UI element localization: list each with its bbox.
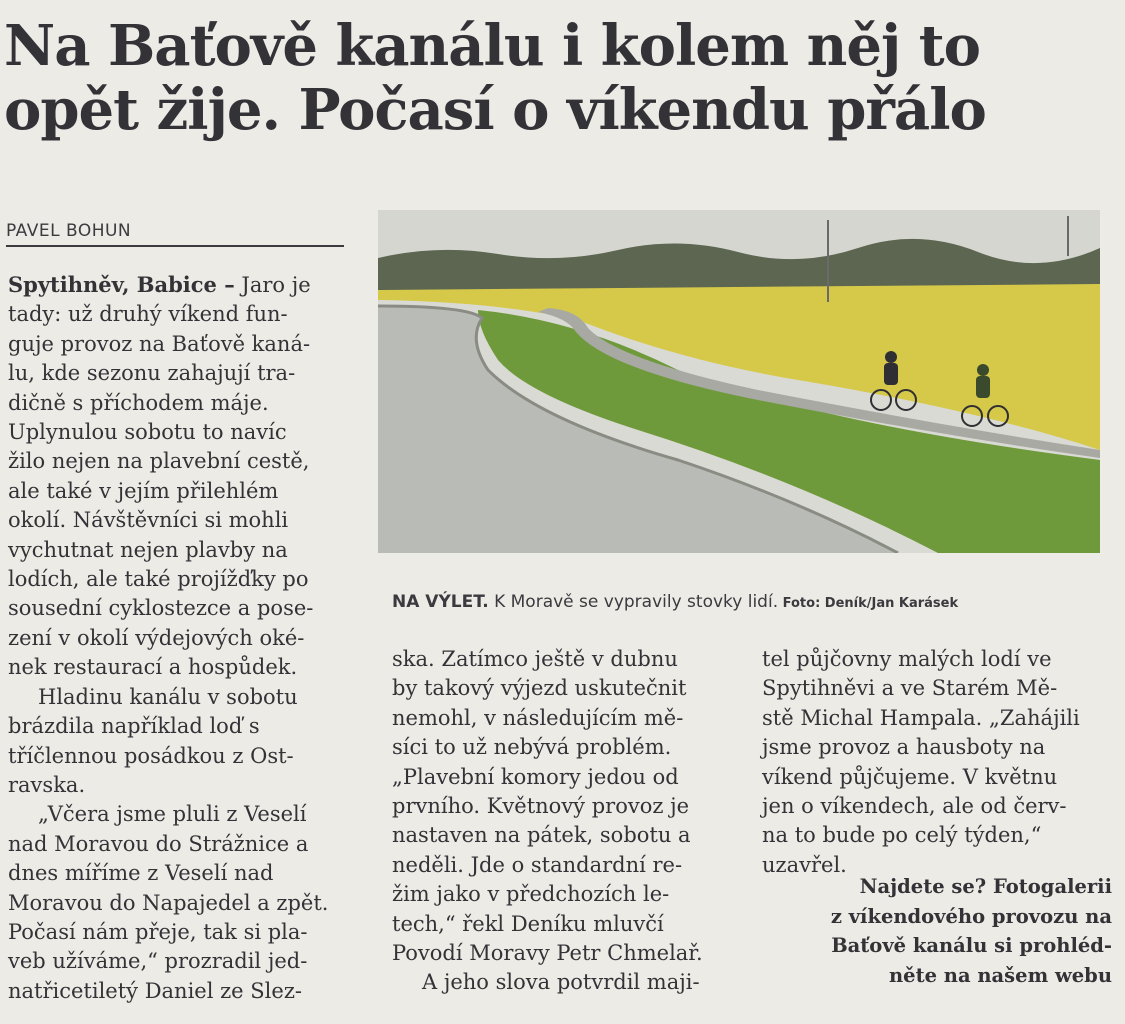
text-line: Hladinu kanálu v sobotu bbox=[38, 684, 298, 709]
text-line: „Plavební komory jedou od bbox=[392, 764, 679, 789]
article-column-3 bbox=[762, 645, 1120, 880]
text-line: něte na našem webu bbox=[888, 963, 1112, 987]
paragraph-2 bbox=[8, 683, 358, 801]
text-line: ska. Zatímco ještě v dubnu bbox=[392, 647, 678, 671]
text-line: natřicetiletý Daniel ze Slez- bbox=[8, 978, 302, 1003]
text-line: žim jako v předchozích le- bbox=[392, 882, 670, 907]
text-line: lodích, ale také projížďky po bbox=[8, 567, 309, 592]
text-line: lu, kde sezonu zahajují tra- bbox=[8, 361, 296, 386]
text-line: dičně s příchodem máje. bbox=[8, 390, 269, 415]
text-line: tech,“ řekl Deníku mluvčí bbox=[392, 911, 664, 936]
text-line: jen o víkendech, ale od červ- bbox=[762, 794, 1067, 819]
text-line: uzavřel. bbox=[762, 852, 847, 877]
author-byline: PAVEL BOHUN bbox=[6, 221, 344, 247]
article-photo bbox=[378, 210, 1100, 553]
text-line: ravska. bbox=[8, 772, 86, 797]
text-line: A jeho slova potvrdil maji- bbox=[422, 970, 700, 995]
canal-photo-illustration bbox=[378, 210, 1100, 553]
text-line: Najdete se? Fotogalerii bbox=[859, 875, 1112, 898]
text-line: nastaven na pátek, sobotu a bbox=[392, 823, 691, 848]
text-line: zení v okolí výdejových oké- bbox=[8, 625, 305, 650]
headline bbox=[4, 14, 1114, 142]
gallery-promo bbox=[760, 872, 1112, 990]
text-line: víkend půjčujeme. V květnu bbox=[762, 764, 1058, 789]
text-line: stě Michal Hampala. „Zahájili bbox=[762, 705, 1080, 730]
text-line: prvního. Květnový provoz je bbox=[392, 794, 690, 819]
text-line: ale také v jejím přilehlém bbox=[8, 478, 279, 503]
text-line: Baťově kanálu si prohléd- bbox=[831, 934, 1112, 957]
text-line: neděli. Jde o standardní re- bbox=[392, 852, 683, 877]
text-line: nad Moravou do Strážnice a bbox=[8, 831, 309, 856]
photo-caption bbox=[392, 592, 1122, 612]
text-line: okolí. Návštěvníci si mohli bbox=[8, 508, 289, 533]
caption-text: K Moravě se vypravily stovky lidí. bbox=[488, 592, 779, 612]
paragraph-1 bbox=[8, 270, 358, 683]
text-line: sousední cyklostezce a pose- bbox=[8, 596, 314, 621]
headline-line-1: Na Baťově kanálu i kolem něj to bbox=[4, 13, 980, 79]
text-line: na to bude po celý týden,“ bbox=[762, 823, 1042, 848]
text-line: jsme provoz a hausboty na bbox=[762, 735, 1046, 760]
text-line: nek restaurací a hospůdek. bbox=[8, 655, 298, 680]
text-line: Moravou do Napajedel a zpět. bbox=[8, 890, 329, 915]
text-line: guje provoz na Baťově kaná- bbox=[8, 331, 311, 356]
text-line: síci to už nebývá problém. bbox=[392, 735, 672, 760]
paragraph-4 bbox=[392, 645, 744, 968]
text-line: dnes míříme z Veselí nad bbox=[8, 861, 274, 886]
dateline: Spytihněv, Babice – bbox=[8, 272, 235, 297]
paragraph-5 bbox=[392, 968, 744, 997]
text-line: tady: už druhý víkend fun- bbox=[8, 302, 288, 327]
text-line: vychutnat nejen plavby na bbox=[8, 537, 288, 562]
text-line: veb užíváme,“ prozradil jed- bbox=[8, 949, 308, 974]
text-line: Počasí nám přeje, tak si pla- bbox=[8, 919, 308, 944]
photo-credit: Foto: Deník/Jan Karásek bbox=[778, 596, 959, 611]
text-line: brázdila například loď s bbox=[8, 714, 260, 739]
text-line: nemohl, v následujícím mě- bbox=[392, 705, 684, 730]
text-line: žilo nejen na plavební cestě, bbox=[8, 449, 310, 474]
text-line: Spytihněvi a ve Starém Mě- bbox=[762, 676, 1058, 701]
text-line: Povodí Moravy Petr Chmelař. bbox=[392, 941, 703, 966]
article-column-1 bbox=[8, 270, 358, 1006]
text-line: z víkendového provozu na bbox=[830, 904, 1112, 928]
text-line: tel půjčovny malých lodí ve bbox=[762, 647, 1052, 671]
paragraph-3 bbox=[8, 800, 358, 1006]
headline-line-2: opět žije. Počasí o víkendu přálo bbox=[4, 77, 986, 143]
text-line: tříčlennou posádkou z Ost- bbox=[8, 743, 294, 768]
article-column-2 bbox=[392, 645, 744, 998]
paragraph-1-text bbox=[8, 273, 313, 679]
text-line: Jaro je bbox=[234, 273, 311, 297]
text-line: Uplynulou sobotu to navíc bbox=[8, 420, 287, 445]
text-line: „Včera jsme pluli z Veselí bbox=[38, 802, 307, 827]
text-line: by takový výjezd uskutečnit bbox=[392, 676, 687, 701]
caption-tag: NA VÝLET. bbox=[392, 592, 489, 612]
paragraph-6 bbox=[762, 645, 1120, 880]
